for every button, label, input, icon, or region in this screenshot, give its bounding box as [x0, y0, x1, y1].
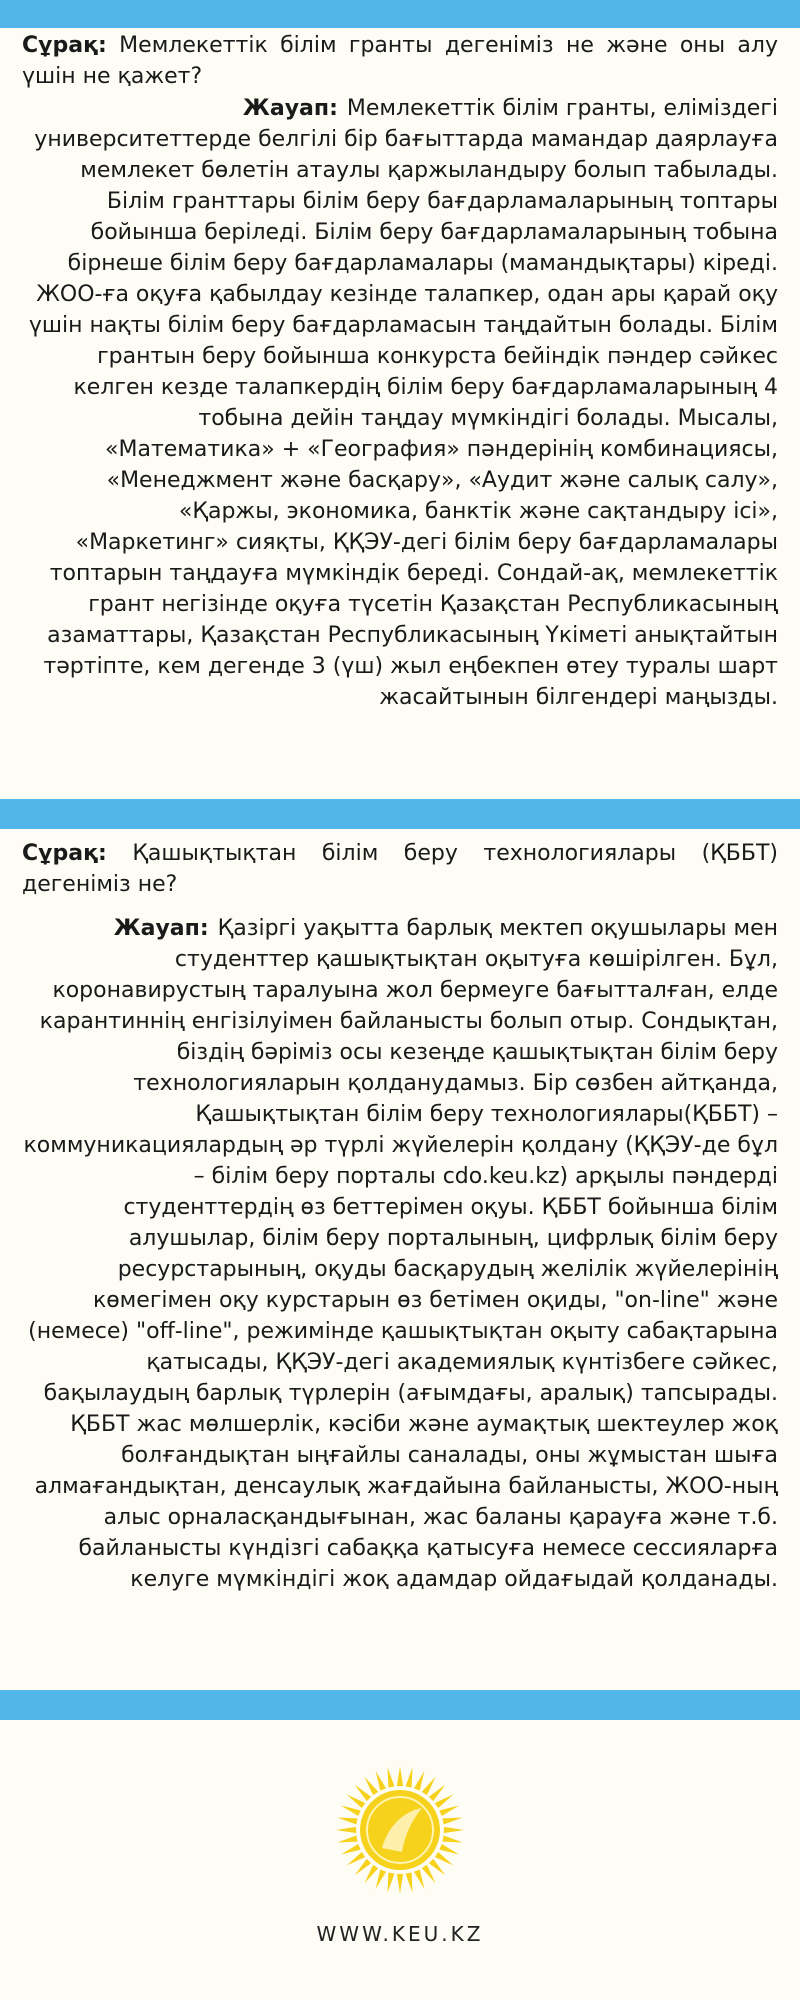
website-url[interactable]: WWW.KEU.KZ	[316, 1922, 484, 1946]
sun-ray	[435, 1794, 453, 1808]
sun-ray	[422, 1865, 436, 1883]
question-text: Қашықтықтан білім беру технологиялары (ҚББТ) дегеніміз не?	[22, 841, 778, 897]
answer	[22, 93, 778, 713]
sun-ray	[435, 1852, 453, 1866]
sun-ray	[414, 1869, 425, 1889]
question	[22, 30, 778, 92]
sun-ray	[388, 1872, 395, 1892]
question	[22, 838, 778, 900]
qa-block-distance-learning	[22, 838, 778, 1595]
sun-ray	[444, 1827, 464, 1833]
sun-ray	[336, 1827, 356, 1833]
sun-ray	[388, 1767, 395, 1787]
answer	[22, 913, 778, 1595]
sun-ray	[397, 1874, 403, 1894]
middle-band	[0, 799, 800, 829]
answer-label: Жауап:	[242, 96, 338, 121]
bottom-band	[0, 1690, 800, 1720]
sun-ray	[364, 1777, 378, 1795]
sun-ray	[439, 1844, 459, 1855]
sun-ray	[442, 1818, 462, 1825]
sun-ray	[337, 1818, 357, 1825]
sun-ray	[439, 1806, 459, 1817]
sun-ray	[337, 1836, 357, 1843]
sun-ray	[406, 1872, 413, 1892]
sun-ray	[341, 1806, 361, 1817]
sun-ray	[414, 1771, 425, 1791]
sun-logo-svg	[330, 1760, 470, 1900]
question-text: Мемлекеттік білім гранты дегеніміз не және оны алу үшін не қажет?	[22, 33, 778, 89]
sun-ray	[429, 1859, 445, 1875]
sun-ray	[364, 1865, 378, 1883]
sun-ray	[429, 1785, 445, 1801]
sun-ray	[347, 1794, 365, 1808]
sun-ray	[347, 1852, 365, 1866]
sun-ray	[397, 1766, 403, 1786]
answer-text: Мемлекеттік білім гранты, еліміздегі университеттерде белгілі бір бағыттарда мамандар даярлауға мемлекет бөлетін атаулы қаржыландыру болып табылады. Білім гранттары білім беру бағдарламаларының топтары бойынша беріледі. Білім беру бағдарламаларының тобына бірнеше білім беру бағдарламалары (мамандықтары) кіреді. ЖОО-ға оқуға қабылдау кезінде талапкер, одан ары қарай оқу үшін нақты білім беру бағдарламасын таңдайтын болады. Білім грантын беру бойынша конкурста бейіндік пәндер сәйкес келген кезде талапкердің білім беру бағдарламаларының 4 тобына дейін таңдау мүмкіндігі болады. Мысалы, «Математика» + «География» пәндерінің комбинациясы, «Менеджмент және басқару», «Аудит және салық салу», «Қаржы, экономика, банктік және сақтандыру ісі», «Маркетинг» сияқты, ҚҚЭУ-дегі білім беру бағдарламалары топтарын таңдауға мүмкіндік береді. Сондай-ақ, мемлекеттік грант негізінде оқуға түсетін Қазақстан Республикасының азаматтары, Қазақстан Республикасының Үкіметі анықтайтын тәртіпте, кем дегенде 3 (үш) жыл еңбекпен өтеу туралы шарт жасайтынын білгендері маңызды.	[28, 96, 778, 710]
top-band	[0, 0, 800, 28]
answer-label: Жауап:	[113, 916, 209, 941]
sun-logo-icon	[330, 1760, 470, 1900]
qa-block-grant	[22, 30, 778, 713]
question-label: Сұрақ:	[22, 841, 107, 866]
answer-text: Қазіргі уақытта барлық мектеп оқушылары мен студенттер қашықтықтан оқытуға көшірілген. Бұл, коронавирустың таралуына жол бермеуге бағытталған, елде карантиннің енгізілуімен байланысты болып отыр. Сондықтан, біздің бәріміз осы кезеңде қашықтықтан білім беру технологияларын қолданудамыз. Бір сөзбен айтқанда, Қашықтықтан білім беру технологиялары(ҚББТ) – коммуникациялардың әр түрлі жүйелерін қолдану (ҚҚЭУ-де бұл – білім беру порталы cdo.keu.kz) арқылы пәндерді студенттердің өз беттерімен оқуы. ҚББТ бойынша білім алушылар, білім беру порталының, цифрлық білім беру ресурстарының, оқуды басқарудың желілік жүйелерінің көмегімен оқу курстарын өз бетімен оқиды, "on-line" және (немесе) "off-line", режимінде қашықтықтан оқыту сабақтарына қатысады, ҚҚЭУ-дегі академиялық күнтізбеге сәйкес, бақылаудың барлық түрлерін (ағымдағы, аралық) тапсырады. ҚББТ жас мөлшерлік, кәсіби және аумақтық шектеулер жоқ болғандықтан ыңғайлы саналады, оны жұмыстан шыға алмағандықтан, денсаулық жағдайына байланысты, ЖОО-ның алыс орналасқандығынан, жас баланы қарауға және т.б. байланысты күндізгі сабаққа қатысуға немесе сессияларға келуге мүмкіндігі жоқ адамдар ойдағыдай қолданады.	[23, 916, 778, 1592]
sun-ray	[422, 1777, 436, 1795]
sun-ray	[442, 1836, 462, 1843]
sun-ray	[355, 1785, 371, 1801]
sun-ray	[341, 1844, 361, 1855]
sun-ray	[376, 1771, 387, 1791]
sun-ray	[355, 1859, 371, 1875]
sun-ray	[376, 1869, 387, 1889]
question-label: Сұрақ:	[22, 33, 107, 58]
sun-ray	[406, 1767, 413, 1787]
